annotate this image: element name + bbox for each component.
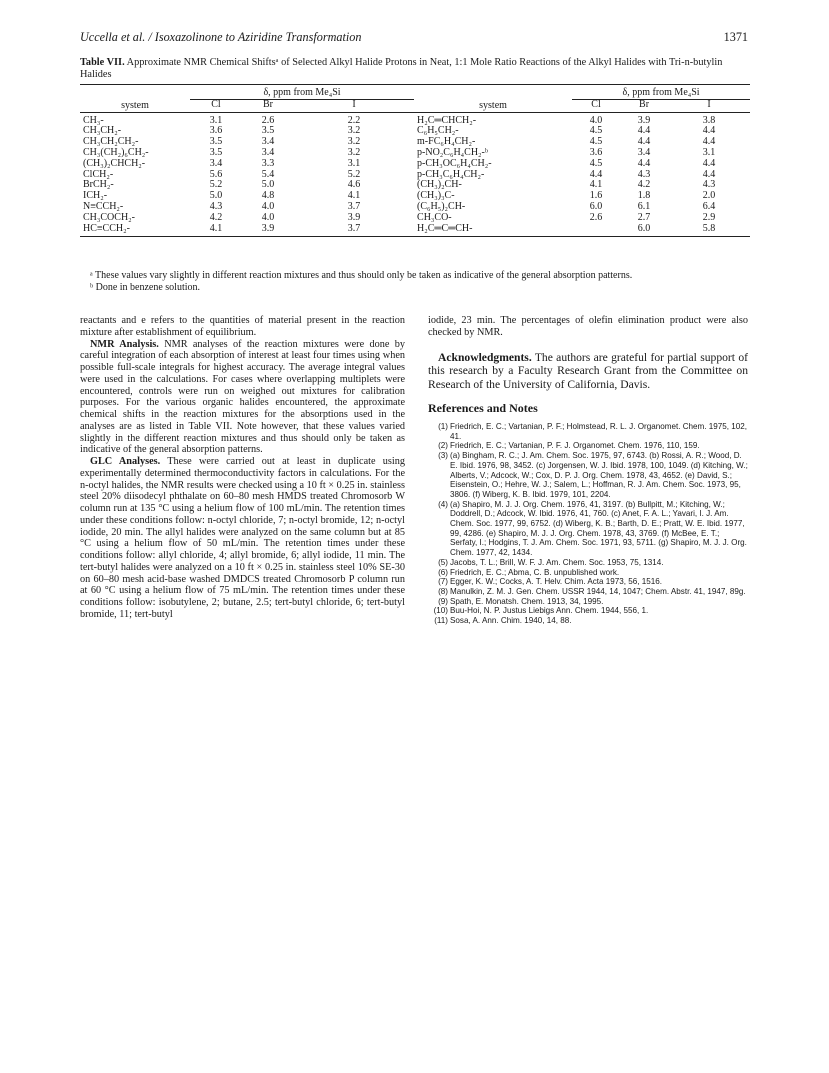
system-cell: (CH₃)₂CH- (417, 179, 462, 191)
shift-cl-cell: 4.1 (209, 222, 223, 234)
system-cell: BrCH₂- (83, 179, 114, 191)
shift-br-cell: 3.5 (261, 125, 275, 137)
glc-analysis-heading: GLC Analyses. (90, 456, 161, 467)
reference-text: Spath, E. Monatsh. Chem. 1913, 34, 1995. (450, 596, 604, 606)
shift-br-cell: 4.0 (261, 211, 275, 223)
reference-item (428, 587, 748, 597)
shift-i-cell: 3.1 (347, 157, 361, 169)
reference-item (428, 422, 748, 441)
reference-item (428, 568, 748, 578)
shift-i-cell: 4.4 (702, 125, 716, 137)
shift-br-cell: 1.8 (637, 190, 651, 202)
col-header-br: Br (639, 98, 650, 110)
reference-text: Manulkin, Z. M. J. Gen. Chem. USSR 1944, 14, 1047; Chem. Abstr. 41, 1947, 89g. (450, 586, 746, 596)
system-cell: ICH₂- (83, 190, 108, 202)
shift-cl-cell: 4.5 (589, 125, 603, 137)
reference-item (428, 606, 748, 616)
system-cell: CH₃(CH₂)₆CH₂- (83, 146, 149, 158)
system-cell: CH₃CH₂- (83, 125, 122, 137)
shift-cl-cell: 5.0 (209, 190, 223, 202)
col-header-i: I (707, 98, 711, 110)
system-cell: HC≡CCH₂- (83, 222, 130, 234)
continuation-paragraph: iodide, 23 min. The percentages of olefin elimination product were also checked by NMR. (428, 315, 748, 338)
reference-text: (a) Shapiro, M. J. J. Org. Chem. 1976, 41, 3197. (b) Bullpitt, M.; Kitching, W.; Doddrell, D.; Adcock, W. Ibid. 1976, 41, 760. (c) Anet, F. A. L.; Yavari, I. J. Am. Chem. Soc. 1977, 99, 6752. (d) Wiberg, K. B.; Barth, D. E.; Pratt, W. E. Ibid. 1977, 99, 4286. (e) Shapiro, M. J. J. Org. Chem. 1978, 43, 3769. (f) McBee, E. T.; Serfaty, I.; Hodgins, T. J. Am. Chem. Soc. 1971, 93, 5711. (g) Shapiro, M. J. J. Org. Chem. 1977, 42, 1434. (450, 499, 747, 558)
reference-text: Friedrich, E. C.; Vartanian, P. F.; Holmstead, R. L. J. Organomet. Chem. 1975, 102, 41. (450, 422, 748, 441)
shift-cl-cell: 4.5 (589, 157, 603, 169)
shift-cl-cell: 3.6 (589, 146, 603, 158)
system-cell: p-CH₃OC₆H₄CH₂- (417, 157, 492, 169)
shift-br-cell: 3.9 (637, 114, 651, 126)
system-cell: p-CH₃C₆H₄CH₂- (417, 168, 485, 180)
reference-item (428, 451, 748, 500)
table-footnotes (80, 270, 750, 295)
shift-i-cell: 3.2 (347, 125, 361, 137)
reference-number: (5) (438, 557, 448, 567)
system-cell: (CH₃)₃C- (417, 190, 455, 202)
shift-i-cell: 2.2 (347, 114, 361, 126)
table-label: Table VII. (80, 57, 125, 68)
shift-cl-cell: 4.5 (589, 136, 603, 148)
nmr-analysis-text: NMR analyses of the reaction mixtures were done by careful integration of each absorption of interest at least four times using when possible full-scale integrals for highest accuracy. The average integral values were used in the calculations. For cases where overlapping multiplets were encountered, controls were run on weighed out mixtures for calibration purposes. For the various organic halides encountered, the approximate chemical shifts in the reaction mixtures for the absorptions used in the analyses are as listed in Table VII. Note however, that these values varied slightly in the different reaction mixtures and thus should only be taken as indicative of the general absorption patterns. (80, 338, 405, 456)
reference-number: (11) (434, 616, 448, 626)
system-header-left: system (121, 99, 149, 111)
reference-number: (2) (438, 441, 448, 451)
shift-br-cell: 6.1 (637, 200, 651, 212)
shift-br-cell: 4.4 (637, 136, 651, 148)
reference-number: (3) (438, 451, 448, 461)
shift-cl-cell: 5.6 (209, 168, 223, 180)
table-row (80, 224, 750, 237)
nmr-analysis-paragraph (80, 339, 405, 457)
table-row (80, 159, 750, 170)
system-cell: N≡CCH₂- (83, 200, 124, 212)
reference-text: Egger, K. W.; Cocks, A. T. Helv. Chim. Acta 1973, 56, 1516. (450, 577, 663, 587)
glc-analysis-text: These were carried out at least in duplicate using experimentally determined thermoconductivity factors in calculations. For the n-octyl halides, the NMR results were checked using a 10 ft × 0.25 in. stainless steel 20% diisodecyl phthalate on 60–80 mesh HMDS treated Chromosorb W column run at 135 °C using a helium flow of 100 mL/min. The retention times under these conditions follow: n-octyl chloride, 7; n-octyl bromide, 12; n-octyl iodide, 20 min. The allyl halides were analyzed on the same column but at 85 °C using a helium flow of 50 mL/min. The retention times under these conditions follow: allyl chloride, 4; allyl bromide, 6; allyl iodide, 11 min. The tert-butyl halides were analyzed on a 10 ft × 0.25 in. stainless steel 10% SE-30 on 60–80 mesh acid-base washed DMDCS treated Chromosorb P column run at 60 °C using a helium flow of 75 mL/min. The retention times under these conditions follow: isobutylene, 2; butane, 2.5; tert-butyl chloride, 6; tert-butyl bromide, 11; tert-butyl (80, 456, 406, 620)
system-cell: H₂C═CHCH₂- (417, 114, 477, 126)
shift-i-cell: 3.7 (347, 222, 361, 234)
shift-i-cell: 4.4 (702, 136, 716, 148)
shift-br-cell: 3.4 (261, 136, 275, 148)
system-cell: C₆H₅CH₂- (417, 125, 459, 137)
system-cell: (CH₃)₂CHCH₂- (83, 157, 146, 169)
page-header (80, 30, 748, 46)
reference-item (428, 616, 748, 626)
shift-i-cell: 3.2 (347, 136, 361, 148)
col-header-i: I (352, 98, 356, 110)
shift-i-cell: 5.8 (702, 222, 716, 234)
shift-cl-cell: 3.4 (209, 157, 223, 169)
acknowledgments-paragraph (428, 351, 748, 392)
shift-br-cell: 3.3 (261, 157, 275, 169)
shift-br-cell: 3.4 (637, 146, 651, 158)
reference-item (428, 558, 748, 568)
shift-header-left: δ, ppm from Me₄Si (190, 85, 414, 100)
shift-cl-cell: 4.4 (589, 168, 603, 180)
shift-cl-cell: 3.5 (209, 136, 223, 148)
shift-br-cell: 4.2 (637, 179, 651, 191)
shift-br-cell: 4.4 (637, 157, 651, 169)
shift-cl-cell: 3.5 (209, 146, 223, 158)
system-cell: m-FC₆H₄CH₂- (417, 136, 476, 148)
shift-br-cell: 5.0 (261, 179, 275, 191)
reference-number: (8) (438, 586, 448, 596)
body-right-column (428, 315, 748, 626)
table-row (80, 213, 750, 224)
shift-cl-cell: 2.6 (589, 211, 603, 223)
reference-number: (9) (438, 596, 448, 606)
shift-br-cell: 4.4 (637, 125, 651, 137)
reference-item (428, 577, 748, 587)
shift-cl-cell: 4.2 (209, 211, 223, 223)
body-left-column (80, 315, 405, 621)
reference-number: (4) (438, 499, 448, 509)
glc-analysis-paragraph (80, 456, 405, 621)
shift-br-cell: 3.4 (261, 146, 275, 158)
references-list (428, 422, 748, 626)
reference-item (428, 500, 748, 558)
shift-i-cell: 4.3 (702, 179, 716, 191)
shift-i-cell: 4.6 (347, 179, 361, 191)
system-cell: CH₃CH₂CH₂- (83, 136, 139, 148)
system-cell: H₂C═C═CH- (417, 222, 473, 234)
reference-text: Buu-Hoi, N. P. Justus Liebigs Ann. Chem. 1944, 556, 1. (450, 606, 649, 616)
system-cell: ClCH₂- (83, 168, 114, 180)
shift-cl-cell: 3.1 (209, 114, 223, 126)
reference-text: (a) Bingham, R. C.; J. Am. Chem. Soc. 1975, 97, 6743. (b) Rossi, A. R.; Wood, D. E. Ibid. 1976, 98, 3452. (c) Jorgensen, W. J. Ibid. 1978, 100, 1049. (d) Kitching, W.; Alberts, V.; Adcock, W.; Cox, D. P. J. Org. Chem. 1978, 43, 4652. (e) David, S.; Eisenstein, O.; Hehre, W. J.; Salem, L.; Hoffman, R. J. Am. Chem. Soc. 1973, 95, 3806. (f) Wiberg, K. B. Ibid. 1979, 101, 2204. (450, 451, 748, 499)
reference-item (428, 441, 748, 451)
shift-i-cell: 3.7 (347, 200, 361, 212)
shift-cl-cell: 4.1 (589, 179, 603, 191)
shift-br-cell: 2.7 (637, 211, 651, 223)
nmr-analysis-heading: NMR Analysis. (90, 338, 159, 350)
reference-item (428, 597, 748, 607)
shift-br-cell: 6.0 (637, 222, 651, 234)
shift-br-cell: 5.4 (261, 168, 275, 180)
col-header-cl: Cl (211, 98, 221, 110)
shift-cl-cell: 6.0 (589, 200, 603, 212)
shift-cl-cell: 4.3 (209, 200, 223, 212)
shift-cl-cell (572, 224, 620, 237)
shift-i-cell: 3.9 (347, 211, 361, 223)
acknowledgments-heading: Acknowledgments. (438, 350, 532, 364)
col-header-cl: Cl (591, 98, 601, 110)
table-row (80, 112, 750, 126)
shift-i-cell: 4.4 (702, 168, 716, 180)
table-header-row (80, 85, 750, 100)
reference-number: (7) (438, 577, 448, 587)
shift-i-cell: 2.9 (702, 211, 716, 223)
acknowledgments-text: The authors are grateful for partial support of this research by a Faculty Research Grant from the Committee on Research of the University of California, Davis. (428, 350, 748, 391)
col-header-br: Br (263, 98, 273, 110)
running-title: Uccella et al. / Isoxazolinone to Aziridine Transformation (80, 30, 362, 44)
system-cell: CH₃- (83, 114, 104, 126)
shift-i-cell: 3.1 (702, 146, 716, 158)
system-cell: CH₃COCH₂- (83, 211, 135, 223)
shift-cl-cell: 4.0 (589, 114, 603, 126)
table-caption (80, 57, 750, 81)
shift-cl-cell: 3.6 (209, 125, 223, 137)
reference-number: (10) (433, 606, 448, 616)
shift-cl-cell: 5.2 (209, 179, 223, 191)
shift-br-cell: 3.9 (261, 222, 275, 234)
reference-text: Sosa, A. Ann. Chim. 1940, 14, 88. (450, 616, 572, 626)
shift-br-cell: 2.6 (261, 114, 275, 126)
table-body (80, 112, 750, 237)
nmr-shift-table (80, 84, 750, 237)
table-caption-text: Approximate NMR Chemical Shiftsᵃ of Selected Alkyl Halide Protons in Neat, 1:1 Mole Ratio Reactions of the Alkyl Halides with Tri-n-butylin Halides (80, 57, 723, 80)
shift-header-right: δ, ppm from Me₄Si (572, 85, 750, 100)
shift-i-cell: 3.2 (347, 146, 361, 158)
shift-i-cell: 6.4 (702, 200, 716, 212)
system-cell: CH₃CO- (417, 211, 452, 223)
shift-i-cell: 2.0 (702, 190, 716, 202)
reference-text: Friedrich, E. C.; Vartanian, P. F. J. Organomet. Chem. 1976, 110, 159. (450, 441, 700, 451)
shift-i-cell: 4.1 (347, 190, 361, 202)
shift-br-cell: 4.3 (637, 168, 651, 180)
reference-text: Friedrich, E. C.; Abma, C. B. unpublished work. (450, 567, 620, 577)
reference-text: Jacobs, T. L.; Brill, W. F. J. Am. Chem. Soc. 1953, 75, 1314. (450, 557, 664, 567)
page-number: 1371 (723, 30, 748, 44)
footnote-a: ᵃ These values vary slightly in different reaction mixtures and thus should only be taken as indicative of the general absorption patterns. (90, 270, 633, 281)
reference-number: (6) (438, 567, 448, 577)
shift-cl-cell: 1.6 (589, 190, 603, 202)
system-header-right: system (479, 99, 507, 111)
shift-i-cell: 4.4 (702, 157, 716, 169)
continuation-paragraph: reactants and e refers to the quantities of material present in the reaction mixture after establishment of equilibrium. (80, 315, 405, 338)
shift-i-cell: 3.8 (702, 114, 716, 126)
system-cell: p-NO₂C₆H₄CH₂-ᵇ (417, 146, 488, 158)
shift-i-cell: 5.2 (347, 168, 361, 180)
shift-br-cell: 4.8 (261, 190, 275, 202)
references-heading: References and Notes (428, 401, 538, 415)
footnote-b: ᵇ Done in benzene solution. (90, 282, 201, 294)
reference-number: (1) (438, 422, 448, 431)
shift-br-cell: 4.0 (261, 200, 275, 212)
system-cell: (C₆H₅)₂CH- (417, 200, 466, 212)
